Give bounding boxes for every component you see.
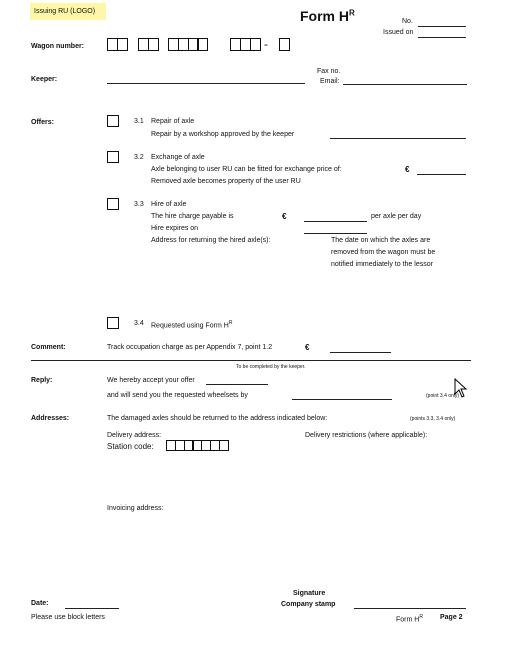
- comment-text: Track occupation charge as per Appendix 7, point 1.2: [107, 344, 273, 351]
- issuing-ru-logo: Issuing RU (LOGO): [30, 3, 106, 20]
- reply-date-field[interactable]: [292, 399, 392, 400]
- invoicing-address-label: Invoicing address:: [107, 505, 164, 512]
- keeper-label: Keeper:: [31, 76, 58, 83]
- date-label: Date:: [31, 600, 49, 607]
- comment-euro: €: [305, 343, 310, 352]
- offer-3-4-num: 3.4: [134, 320, 144, 327]
- reply-accept-field[interactable]: [206, 384, 268, 385]
- page-number: Page 2: [440, 614, 463, 621]
- offer-3-3-per-day: per axle per day: [371, 213, 422, 220]
- offer-3-3-checkbox[interactable]: [107, 198, 119, 210]
- comment-charge-field[interactable]: [330, 352, 391, 353]
- offer-3-2-text-1: Axle belonging to user RU can be fitted for exchange price of:: [151, 166, 342, 173]
- company-stamp-label: Company stamp: [281, 601, 336, 608]
- offer-3-1-text: Repair by a workshop approved by the keeper: [151, 131, 295, 138]
- wagon-number-label: Wagon number:: [31, 43, 85, 50]
- offer-3-1-title: Repair of axle: [151, 118, 195, 125]
- delivery-address-label: Delivery address:: [107, 432, 162, 439]
- offer-3-4-title-sup: R: [228, 320, 233, 326]
- keeper-section-divider: [31, 360, 471, 361]
- form-title: Form $H^R$: [300, 8, 355, 24]
- mouse-cursor-icon: [454, 378, 468, 398]
- offer-3-3-title: Hire of axle: [151, 201, 187, 208]
- offer-3-4-title: Requested using Form $H^R$: [151, 320, 233, 330]
- footer-form-ref: Form $H^R$: [396, 614, 423, 624]
- offer-3-3-text-1: The hire charge payable is: [151, 213, 234, 220]
- offer-3-2-num: 3.2: [134, 154, 144, 161]
- offer-3-3-expiry-field[interactable]: [304, 233, 367, 234]
- wagon-number-check-digit[interactable]: [279, 38, 289, 51]
- offer-3-3-note-3: notified immediately to the lessor: [331, 261, 433, 268]
- email-field[interactable]: [343, 84, 467, 85]
- addresses-points-note: (points 3.3, 3.4 only): [410, 416, 456, 422]
- station-code-label: Station code:: [107, 442, 154, 451]
- offer-3-2-title: Exchange of axle: [151, 154, 205, 161]
- reply-text-1: We hereby accept your offer: [107, 377, 195, 384]
- form-title-sup: R: [349, 8, 355, 18]
- wagon-number-group-3[interactable]: [168, 38, 207, 51]
- addresses-label: Addresses:: [31, 415, 70, 422]
- offer-3-2-price-field[interactable]: [417, 174, 466, 175]
- offer-3-1-field[interactable]: [330, 138, 466, 139]
- wagon-number-group-4[interactable]: [230, 38, 259, 51]
- keeper-field[interactable]: [107, 83, 305, 84]
- signature-field[interactable]: [354, 608, 466, 609]
- offer-3-2-euro: €: [405, 165, 410, 174]
- issued-on-label: Issued on: [383, 29, 414, 36]
- offer-3-3-text-2: Hire expires on: [151, 225, 199, 232]
- offers-label: Offers:: [31, 119, 54, 126]
- reply-point-note: (point 3.4 only): [426, 393, 460, 399]
- offer-3-4-checkbox[interactable]: [107, 317, 119, 329]
- offer-3-3-note-1: The date on which the axles are: [331, 237, 431, 244]
- block-letters-note: Please use block letters: [31, 614, 105, 621]
- fax-label: Fax no.: [317, 68, 341, 75]
- offer-3-2-checkbox[interactable]: [107, 151, 119, 163]
- offer-3-2-text-2: Removed axle becomes property of the user RU: [151, 178, 301, 185]
- reply-label: Reply:: [31, 377, 53, 384]
- offer-3-3-text-3: Address for returning the hired axle(s):: [151, 237, 271, 244]
- offer-3-1-checkbox[interactable]: [107, 115, 119, 127]
- signature-label: Signature: [293, 590, 326, 597]
- reply-text-2: and will send you the requested wheelsets by: [107, 392, 248, 399]
- footer-form-ref-sup: R: [419, 614, 423, 620]
- offer-3-3-note-2: removed from the wagon must be: [331, 249, 436, 256]
- wagon-number-separator: -: [264, 37, 268, 51]
- offer-3-3-charge-field[interactable]: [304, 221, 367, 222]
- wagon-number-group-1[interactable]: [107, 38, 127, 51]
- wagon-number-group-2[interactable]: [138, 38, 158, 51]
- offer-3-3-num: 3.3: [134, 201, 144, 208]
- station-code-cells[interactable]: [166, 440, 228, 451]
- offer-3-3-euro: €: [282, 212, 287, 221]
- delivery-restrictions-label: Delivery restrictions (where applicable):: [305, 432, 428, 439]
- comment-label: Comment:: [31, 344, 66, 351]
- issued-on-field[interactable]: [418, 37, 466, 38]
- addresses-text: The damaged axles should be returned to the address indicated below:: [107, 415, 328, 422]
- no-field[interactable]: [418, 26, 466, 27]
- offer-3-1-num: 3.1: [134, 118, 144, 125]
- keeper-completion-note: To be completed by the keeper.: [236, 364, 306, 370]
- email-label: Email:: [320, 78, 340, 85]
- no-label: No.: [402, 18, 413, 25]
- date-field[interactable]: [65, 608, 119, 609]
